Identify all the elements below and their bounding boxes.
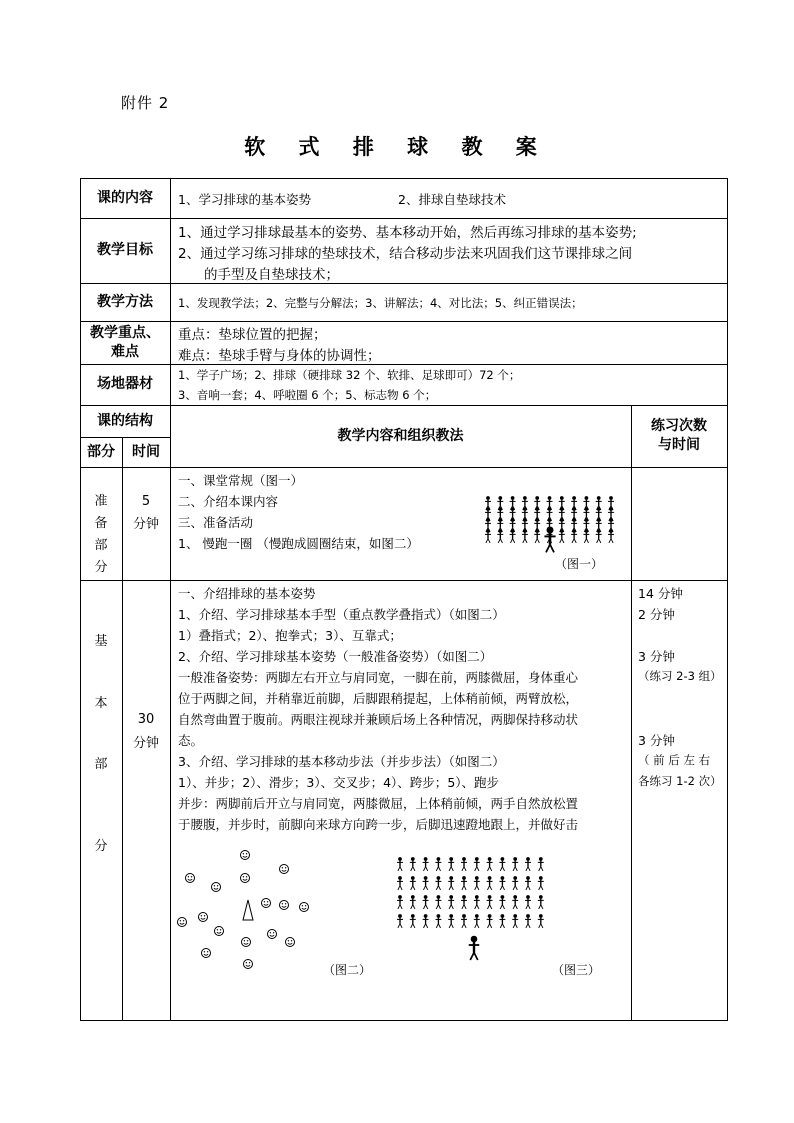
fig2-student-14 <box>286 938 295 947</box>
time-header: 时间 <box>132 443 160 460</box>
prep-time-number: 5 <box>141 494 151 509</box>
prep-line-1: 一、课堂常规（图一） <box>178 473 304 488</box>
practice-7: 各练习 1-2 次） <box>638 774 722 788</box>
basic-line-10: 1）、并步；2）、滑步；3）、交叉步；4）、跨步；5）、跑步 <box>178 775 500 790</box>
fig3-student-37 <box>397 914 403 928</box>
basic-line-5: 一般准备姿势：两脚左右开立与肩同宽，一脚在前，两膝微屈，身体重心 <box>178 670 579 685</box>
basic-line-1: 一、介绍排球的基本姿势 <box>178 586 316 601</box>
fig3-student-34 <box>512 895 518 909</box>
fig2-student-2 <box>186 874 195 883</box>
fig3-student-30 <box>461 895 467 909</box>
figure-2-circle-formation <box>175 845 315 975</box>
fig3-student-39 <box>423 914 429 928</box>
method-value: 1、发现教学法；2、完整与分解法；3、讲解法；4、对比法；5、纠正错误法； <box>178 296 583 310</box>
figure-3-label: （图三） <box>552 963 601 977</box>
fig2-student-1 <box>241 851 250 860</box>
fig3-student-20 <box>487 876 493 890</box>
fig2-student-5 <box>280 865 289 874</box>
prep-part-char-4: 分 <box>94 560 108 575</box>
basic-part-char-3: 部 <box>94 757 108 772</box>
keypoint-line-1: 重点：垫球位置的把握； <box>178 327 327 343</box>
fig3-student-26 <box>410 895 416 909</box>
objective-label: 教学目标 <box>97 242 153 258</box>
practice-2: 2 分钟 <box>638 607 675 622</box>
fig3-student-31 <box>474 895 480 909</box>
figure-1-label: （图一） <box>555 557 604 571</box>
keypoints-label <box>80 321 170 364</box>
fig2-student-7 <box>280 901 289 910</box>
fig3-student-46 <box>512 914 518 928</box>
fig3-student-17 <box>448 876 454 890</box>
equipment-label: 场地器材 <box>97 376 153 392</box>
keypoints-label-line-2: 难点 <box>111 343 139 360</box>
fig3-student-1 <box>397 857 403 871</box>
fig2-student-8 <box>300 903 309 912</box>
fig2-student-9 <box>199 913 208 922</box>
fig2-student-15 <box>202 949 211 958</box>
fig3-student-11 <box>525 857 531 871</box>
figure-3-grid-formation <box>392 855 552 980</box>
fig2-student-4 <box>241 874 250 883</box>
fig3-student-5 <box>448 857 454 871</box>
fig3-teacher <box>469 936 480 960</box>
fig2-student-13 <box>268 930 277 939</box>
fig3-student-45 <box>499 914 505 928</box>
basic-line-11: 并步：两脚前后开立与肩同宽，两膝微屈，上体稍前倾，两手自然放松置 <box>178 796 579 811</box>
fig3-student-33 <box>499 895 505 909</box>
prep-part-char-2: 备 <box>94 516 108 531</box>
fig2-teacher-marker <box>243 900 253 920</box>
fig2-student-12 <box>242 938 251 947</box>
objective-line-3: 的手型及自垫球技术； <box>204 267 339 283</box>
basic-line-6: 位于两脚之间，并稍靠近前脚，后脚跟稍提起，上体稍前倾，两臂放松， <box>178 691 579 706</box>
fig3-student-13 <box>397 876 403 890</box>
fig3-student-4 <box>435 857 441 871</box>
structure-header: 课的结构 <box>97 412 153 429</box>
fig3-student-25 <box>397 895 403 909</box>
basic-line-12: 于腰腹，并步时，前脚向来球方向跨一步，后脚迅速蹬地跟上，并做好击 <box>178 817 579 832</box>
fig3-student-3 <box>423 857 429 871</box>
prep-time-unit: 分钟 <box>132 517 159 532</box>
fig3-student-8 <box>487 857 493 871</box>
fig3-student-21 <box>499 876 505 890</box>
fig3-student-27 <box>423 895 429 909</box>
fig1-teacher <box>544 526 555 552</box>
basic-part-char-2: 本 <box>94 696 108 711</box>
fig3-student-32 <box>487 895 493 909</box>
content-label: 课的内容 <box>97 189 153 206</box>
fig3-student-42 <box>461 914 467 928</box>
practice-header <box>631 405 727 467</box>
equipment-line-2: 3、音响一套；4、呼啦圈 6 个；5、标志物 6 个； <box>178 388 437 402</box>
fig3-student-36 <box>538 895 544 909</box>
content-value-2: 2、排球自垫球技术 <box>398 192 506 207</box>
fig3-student-29 <box>448 895 454 909</box>
fig2-student-11 <box>215 927 224 936</box>
prep-part-char-1: 准 <box>94 494 108 509</box>
figure-2-label: （图二） <box>323 963 372 977</box>
practice-5: 3 分钟 <box>638 733 675 748</box>
fig3-student-15 <box>423 876 429 890</box>
attachment-label: 附件 2 <box>121 94 170 112</box>
basic-part-char-1: 基 <box>94 634 108 649</box>
fig3-student-10 <box>512 857 518 871</box>
method-label: 教学方法 <box>97 293 153 310</box>
page-title: 软 式 排 球 教 案 <box>244 135 550 159</box>
fig2-student-3 <box>212 883 221 892</box>
fig3-student-7 <box>474 857 480 871</box>
basic-line-4: 2、介绍、学习排球基本姿势（一般准备姿势）（如图二） <box>178 649 493 664</box>
prep-line-4: 1、 慢跑一圈 （慢跑成圆圈结束，如图二） <box>178 536 419 551</box>
fig3-student-22 <box>512 876 518 890</box>
prep-line-3: 三、准备活动 <box>178 515 254 530</box>
prep-part-char-3: 部 <box>94 538 108 553</box>
fig3-student-9 <box>499 857 505 871</box>
fig3-student-2 <box>410 857 416 871</box>
part-header: 部分 <box>87 443 115 460</box>
prep-line-2: 二、介绍本课内容 <box>178 494 279 509</box>
basic-line-9: 3、介绍、学习排球的基本移动步法（并步步法）（如图二） <box>178 754 505 769</box>
fig3-student-43 <box>474 914 480 928</box>
fig3-student-19 <box>474 876 480 890</box>
fig3-student-23 <box>525 876 531 890</box>
basic-part-char-4: 分 <box>94 839 108 854</box>
practice-1: 14 分钟 <box>638 586 683 601</box>
keypoints-label-line-1: 教学重点、 <box>90 324 160 341</box>
fig3-student-6 <box>461 857 467 871</box>
fig2-student-16 <box>244 960 253 969</box>
basic-time-number: 30 <box>137 712 155 727</box>
basic-line-2: 1、介绍、学习排球基本手型（重点教学叠指式）（如图二） <box>178 607 505 622</box>
content-value-1: 1、学习排球的基本姿势 <box>178 192 311 207</box>
practice-4: （练习 2-3 组） <box>638 669 722 683</box>
objective-line-1: 1、通过学习排球最基本的姿势、基本移动开始，然后再练习排球的基本姿势; <box>178 225 637 241</box>
fig3-student-41 <box>448 914 454 928</box>
keypoint-line-2: 难点：垫球手臂与身体的协调性； <box>178 348 381 364</box>
fig3-student-44 <box>487 914 493 928</box>
fig3-student-47 <box>525 914 531 928</box>
fig3-student-24 <box>538 876 544 890</box>
fig3-student-35 <box>525 895 531 909</box>
fig3-student-12 <box>538 857 544 871</box>
fig2-student-10 <box>178 918 187 927</box>
practice-header-line-2: 与时间 <box>658 437 700 453</box>
basic-time-unit: 分钟 <box>132 736 159 751</box>
practice-header-line-1: 练习次数 <box>651 418 707 434</box>
equipment-line-1: 1、学子广场；2、排球（硬排球 32 个、软排、足球即可）72 个； <box>178 368 521 382</box>
fig3-student-14 <box>410 876 416 890</box>
fig3-student-16 <box>435 876 441 890</box>
fig2-student-6 <box>262 899 271 908</box>
basic-line-7: 自然弯曲置于腹前。两眼注视球并兼顾后场上各种情况，两脚保持移动状 <box>178 712 579 727</box>
basic-line-3: 1）叠指式；2）、抱拳式；3）、互靠式； <box>178 628 402 643</box>
practice-6: （ 前 后 左 右 <box>638 753 711 767</box>
fig3-student-40 <box>435 914 441 928</box>
practice-3: 3 分钟 <box>638 649 675 664</box>
fig3-student-48 <box>538 914 544 928</box>
fig3-student-28 <box>435 895 441 909</box>
content-header: 教学内容和组织教法 <box>337 427 464 444</box>
basic-line-8: 态。 <box>178 733 204 748</box>
fig3-student-18 <box>461 876 467 890</box>
objective-line-2: 2、通过学习练习排球的垫球技术，结合移动步法来巩固我们这节课排球之间 <box>178 246 633 262</box>
fig3-student-38 <box>410 914 416 928</box>
